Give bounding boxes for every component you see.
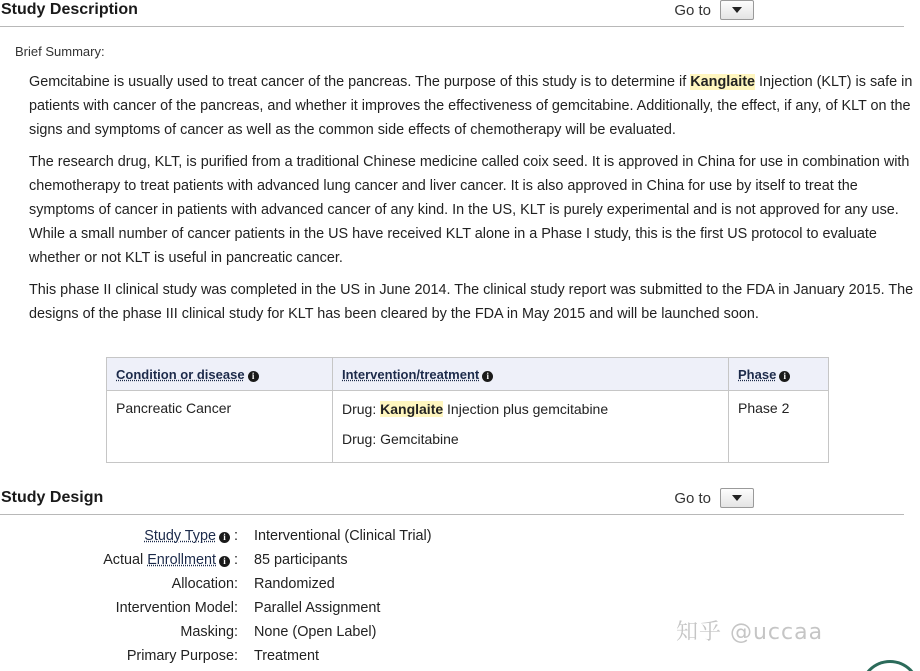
design-value: None (Open Label): [254, 624, 377, 640]
design-row-intervention-model: [0, 600, 700, 622]
goto-label: Go to: [674, 490, 711, 507]
corner-logo-icon: [860, 660, 920, 671]
study-design-title: Study Design: [1, 489, 104, 506]
summary-text: Gemcitabine is usually used to treat cancer of the pancreas. The purpose of this study is to determine if: [29, 74, 691, 90]
label-text: Actual: [103, 552, 148, 568]
summary-text: Injection (KLT) is safe in patients with cancer of the pancreas, and whether it improves the effectiveness of gemcitabine. Additionally, the effect, if any, of KLT on the signs and symptoms of cancer as well as the common side effects of chemotherapy will be evaluated.: [29, 74, 913, 138]
highlighted-term: Kanglaite: [380, 401, 444, 417]
table-row: [107, 391, 829, 463]
header-label: Phase: [738, 366, 777, 382]
study-type-link[interactable]: Study Type: [144, 528, 216, 544]
column-header-intervention[interactable]: [333, 358, 729, 391]
study-description-header: [0, 0, 904, 27]
design-label: Study Type i :: [144, 528, 238, 544]
highlighted-term: Kanglaite: [690, 74, 756, 90]
design-label: Primary Purpose:: [126, 648, 238, 664]
design-label: Masking:: [180, 624, 238, 640]
phase-cell: Phase 2: [729, 391, 829, 463]
info-icon[interactable]: i: [219, 532, 230, 543]
design-value: 85 participants: [254, 552, 348, 568]
info-icon[interactable]: i: [482, 371, 493, 382]
design-label: Intervention Model:: [115, 600, 238, 616]
drug-prefix: Drug: Gemcitabine: [342, 431, 459, 447]
design-row-masking: [0, 624, 700, 646]
intervention-item: [342, 430, 719, 448]
intervention-item: [342, 400, 719, 418]
column-header-condition[interactable]: [107, 358, 333, 391]
brief-summary-label: Brief Summary:: [15, 44, 105, 59]
intervention-cell: [333, 391, 729, 463]
header-label: Intervention/treatment: [342, 366, 480, 382]
goto-dropdown-button[interactable]: [720, 0, 754, 20]
design-row-primary-purpose: [0, 648, 700, 670]
header-label: Condition or disease: [116, 366, 245, 382]
design-label: Allocation:: [171, 576, 238, 592]
condition-cell: Pancreatic Cancer: [107, 391, 333, 463]
design-value: Interventional (Clinical Trial): [254, 528, 432, 544]
goto-dropdown-button[interactable]: [720, 488, 754, 508]
design-row-allocation: [0, 576, 700, 598]
design-label: Actual Enrollment i :: [103, 552, 238, 568]
column-header-phase[interactable]: [729, 358, 829, 391]
chevron-down-icon: [732, 7, 742, 13]
goto-label: Go to: [674, 2, 711, 19]
info-icon[interactable]: i: [779, 371, 790, 382]
design-value: Parallel Assignment: [254, 600, 381, 616]
design-value: Treatment: [254, 648, 320, 664]
enrollment-link[interactable]: Enrollment: [147, 552, 216, 568]
info-icon[interactable]: i: [219, 556, 230, 567]
chevron-down-icon: [732, 495, 742, 501]
watermark: 知乎 @uccaa: [676, 620, 832, 645]
study-description-title: Study Description: [1, 1, 138, 18]
design-row-enrollment: [0, 552, 700, 574]
summary-paragraph-3: This phase II clinical study was completed in the US in June 2014. The clinical study report was submitted to the FDA in January 2015. The designs of the phase III clinical study for KLT has been cleared by the FDA in May 2015 and will be launched soon.: [29, 282, 914, 322]
drug-suffix: Injection plus gemcitabine: [443, 401, 609, 417]
info-icon[interactable]: i: [248, 371, 259, 382]
study-design-header: [0, 488, 904, 515]
drug-prefix: Drug:: [342, 401, 381, 417]
summary-paragraph-1: [29, 70, 919, 142]
design-row-study-type: [0, 528, 700, 550]
conditions-table: [106, 357, 829, 463]
design-value: Randomized: [254, 576, 335, 592]
summary-paragraph-2: The research drug, KLT, is purified from a traditional Chinese medicine called coix seed. It is approved in China for use in combination with chemotherapy to treat patients with advanced lung cancer and liver cancer. It is also approved in China for use by itself to treat the symptoms of cancer in patients with advanced cancer of any kind. In the US, KLT is purely experimental and is not approved for any use. While a small number of cancer patients in the US have received KLT alone in a Phase I study, this is the first US protocol to evaluate whether or not KLT is useful in pancreatic cancer.: [29, 154, 910, 266]
